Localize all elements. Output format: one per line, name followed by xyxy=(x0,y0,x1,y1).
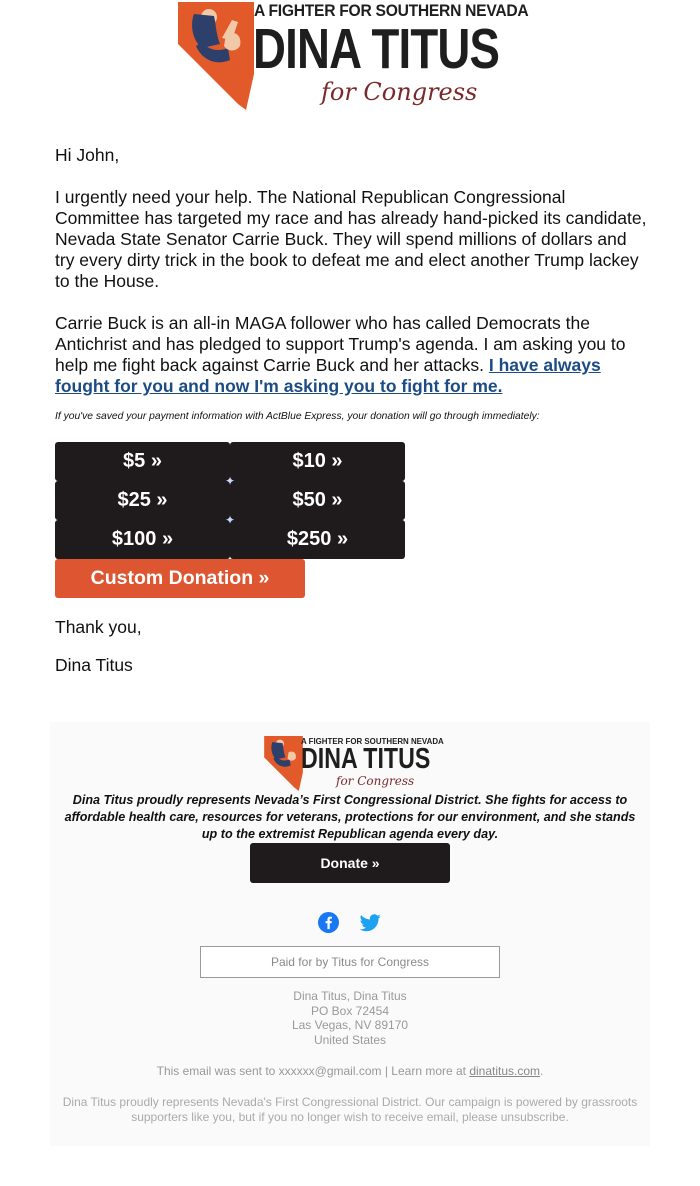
logo-tagline: A FIGHTER FOR SOUTHERN NEVADA xyxy=(254,1,529,20)
fight-for-me-link[interactable]: I have always fought for you and now I'm asking you to fight for me. xyxy=(55,355,601,396)
donate-50-button[interactable]: $50 » xyxy=(230,481,405,520)
nevada-fighter-icon xyxy=(176,0,254,112)
paragraph-2 xyxy=(55,313,650,397)
footer-donate-button[interactable]: Donate » xyxy=(250,843,450,883)
address-line: Las Vegas, NV 89170 xyxy=(291,1018,409,1032)
nevada-fighter-icon xyxy=(263,735,303,792)
dinatitus-link[interactable]: dinatitus.com xyxy=(469,1064,541,1078)
donate-100-button[interactable]: $100 » xyxy=(55,520,230,559)
twitter-icon[interactable] xyxy=(360,914,381,932)
closing-text: Thank you, xyxy=(55,617,142,637)
donate-5-button[interactable]: $5 » xyxy=(55,442,230,481)
sent-prefix: This email was sent to xxxxxx@gmail.com | Learn more at xyxy=(156,1064,470,1078)
logo-candidate-name: DINA TITUS xyxy=(253,17,500,81)
unsubscribe-notice: Dina Titus proudly represents Nevada's First Congressional District. Our campaign is powered by grassroots supporters like you, but if you no longer wish to receive email, please unsubscribe. xyxy=(62,1095,638,1124)
paragraph-1: I urgently need your help. The National Republican Congressional Committee has targeted my race and has already hand-picked its candidate, Nevada State Senator Carrie Buck. They will spend millions of dollars and try every dirty trick in the book to defeat me and elect another Trump lackey to the House. xyxy=(55,187,647,291)
paid-for-disclaimer: Paid for by Titus for Congress xyxy=(200,946,500,978)
facebook-icon[interactable] xyxy=(318,912,339,933)
custom-donation-button[interactable]: Custom Donation » xyxy=(55,559,305,598)
email-footer xyxy=(50,722,650,1146)
footer-logo-name: DINA TITUS xyxy=(301,743,431,775)
sent-suffix: . xyxy=(540,1064,544,1078)
email-body xyxy=(55,145,650,418)
logo-subtitle: for Congress xyxy=(321,78,478,106)
address-line: Dina Titus, Dina Titus xyxy=(293,989,407,1003)
actblue-disclaimer: If you've saved your payment information with ActBlue Express, your donation will go through immediately: xyxy=(55,411,540,422)
footer-logo-tagline: A FIGHTER FOR SOUTHERN NEVADA xyxy=(301,736,444,746)
social-links xyxy=(318,912,382,934)
address-line: United States xyxy=(313,1032,387,1047)
paragraph-2-text: Carrie Buck is an all-in MAGA follower who has called Democrats the Antichrist and has pledged to support Trump's agenda. I am asking you to help me fight back against Carrie Buck and her attacks. xyxy=(55,313,626,375)
mailing-address xyxy=(50,989,650,1047)
footer-logo xyxy=(263,735,444,792)
donate-250-button[interactable]: $250 » xyxy=(230,520,405,559)
sparkle-icon: ✦ xyxy=(224,513,236,527)
donation-grid xyxy=(55,442,405,559)
donate-25-button[interactable]: $25 » xyxy=(55,481,230,520)
signature: Dina Titus xyxy=(55,655,133,675)
donate-10-button[interactable]: $10 » xyxy=(230,442,405,481)
footer-logo-subtitle: for Congress xyxy=(336,774,415,788)
greeting: Hi John, xyxy=(55,145,120,165)
sparkle-icon: ✦ xyxy=(224,474,236,488)
sent-to-notice xyxy=(50,1064,650,1078)
footer-blurb: Dina Titus proudly represents Nevada’s First Congressional District. She fights for access to affordable health care, resources for veterans, protections for our environment, and she stands up to the extremist Republican agenda every day. xyxy=(64,793,636,841)
address-line: PO Box 72454 xyxy=(310,1003,390,1018)
campaign-logo xyxy=(176,0,529,112)
